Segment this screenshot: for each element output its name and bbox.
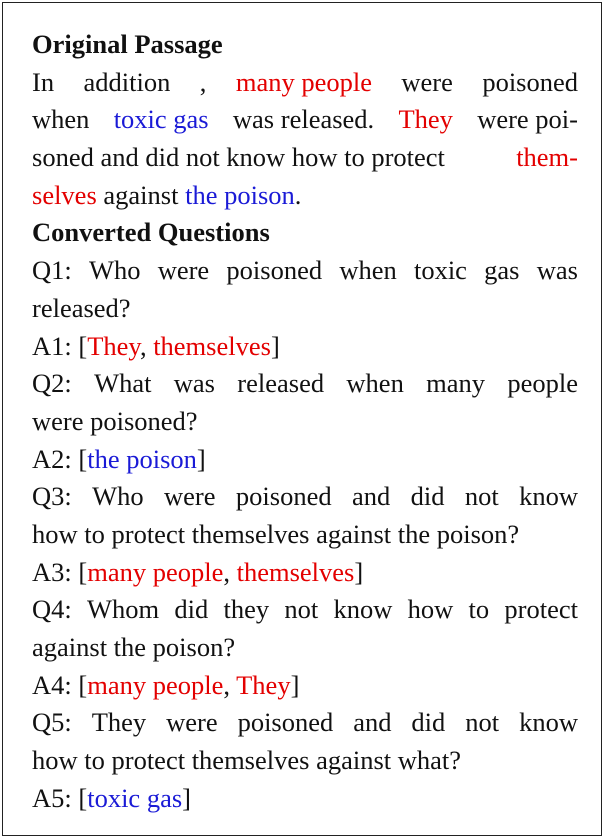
question-word: know [333,594,393,625]
passage-word: addition [83,66,171,97]
answer-item: toxic gas [87,782,183,813]
answer-prefix: A2: [ [32,443,88,474]
question-4-line-2: against the poison? [32,632,236,662]
answer-prefix: A3: [ [32,556,88,587]
answer-prefix: A5: [ [32,782,88,813]
mention-many-people: many people [235,66,372,97]
answer-item: They [87,330,140,361]
question-1-line-1 [32,252,578,290]
answer-prefix: A4: [ [32,669,88,700]
mention-toxic-gas: toxic gas [113,104,209,135]
question-word: and [351,481,391,512]
question-3-line-2: how to protect themselves against the poison? [32,518,520,549]
figure-content [32,26,578,817]
passage-words: soned and did not know how to protect [32,142,445,173]
question-word: Q5: [32,707,72,738]
question-word: poisoned [237,707,334,738]
questions-heading: Converted Questions [32,217,270,248]
question-word: did [411,707,446,738]
question-word: were [166,707,218,738]
question-word: toxic [413,255,467,286]
answer-suffix: ] [196,443,206,474]
question-word: Who [92,481,144,512]
question-word: Who [88,255,141,286]
passage-word: poisoned [482,66,578,97]
question-word: was [173,368,215,399]
question-word: many [426,368,486,399]
answer-5 [32,780,578,818]
question-word: when [339,255,397,286]
question-word: not [464,481,499,512]
answer-1: A1: [They, themselves] [32,330,280,361]
passage-line-2 [32,101,578,139]
passage-line-3 [32,139,578,177]
question-word: not [284,594,319,625]
figure-box [2,2,602,836]
mention-themselves-part1: them- [516,142,578,173]
question-word: to [468,594,490,625]
passage-heading: Original Passage [32,29,223,59]
question-word: they [223,594,270,625]
passage-word: against [103,179,179,210]
question-word: were [164,481,216,512]
question-4-line-1 [32,591,578,629]
question-word: gas [484,255,520,286]
passage-word: , [199,66,207,97]
question-word: poisoned [235,481,332,512]
question-2-line-1 [32,365,578,403]
question-word: Whom [87,594,160,625]
question-word: and [353,707,392,738]
answer-prefix: A1: [ [32,330,88,361]
answer-suffix: ] [182,782,191,813]
passage-word: was released. [232,104,375,135]
question-word: know [519,707,578,738]
passage-line-1 [32,64,578,102]
answer-suffix: ] [290,669,300,700]
question-word: when [346,368,404,399]
question-word: released [237,368,325,399]
passage-word: when [32,104,90,135]
question-word: Q1: [32,255,72,286]
mention-themselves-part2: selves [32,179,97,210]
question-word: poisoned [226,255,323,286]
answer-suffix: ] [354,556,364,587]
question-word: were [157,255,210,286]
answer-2 [32,441,578,479]
answer-4: A4: [many people, They] [32,669,300,700]
passage-period: . [294,179,302,210]
answer-item: themselves [153,330,271,361]
question-2-line-2: were poisoned? [32,405,198,436]
question-word: Q2: [32,368,72,399]
question-5-line-1 [32,704,578,742]
question-word: know [519,481,578,512]
mention-they: They [398,104,453,135]
answer-item: the poison [87,443,197,474]
question-word: protect [504,594,578,625]
answer-suffix: ] [270,330,280,361]
passage-word: were [401,66,453,97]
question-1-line-2: released? [32,292,131,323]
question-word: What [94,368,152,399]
question-word: did [174,594,209,625]
question-word: how [407,594,454,625]
question-word: Q3: [32,481,72,512]
answer-item: They [236,669,291,700]
question-word: was [536,255,578,286]
question-3-line-1 [32,478,578,516]
answer-3: A3: [many people, themselves] [32,556,364,587]
mention-the-poison: the poison [185,179,295,210]
passage-word: were poi- [477,104,578,135]
question-word: not [465,707,500,738]
question-word: people [507,368,578,399]
answer-item: themselves [236,556,355,587]
question-word: Q4: [32,594,72,625]
answer-item: many people [87,556,224,587]
question-word: did [410,481,445,512]
passage-line-4 [32,177,578,215]
answer-item: many people [87,669,224,700]
passage-word: In [32,66,55,97]
question-5-line-2: how to protect themselves against what? [32,745,462,776]
question-word: They [91,707,147,738]
